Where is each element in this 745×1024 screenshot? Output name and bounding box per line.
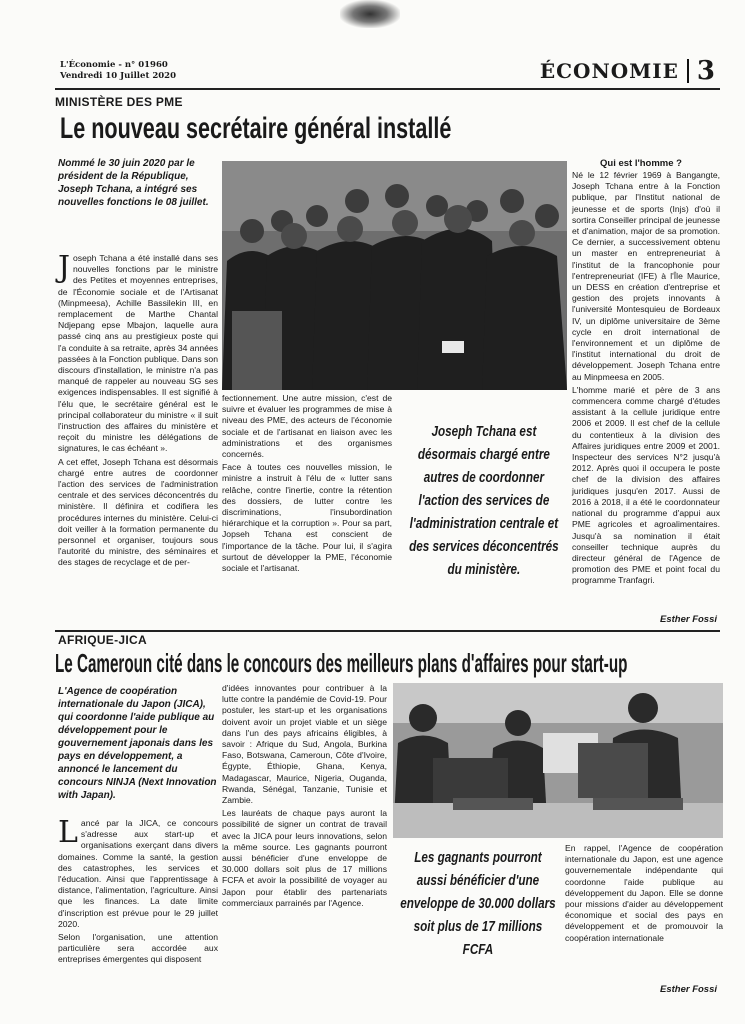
officials-photo-illustration [222,161,567,390]
article1-dropcap: J [58,250,71,285]
article2-column3 [565,843,723,946]
article1-headline: Le nouveau secrétaire général installé [60,112,452,145]
article1-lede: Nommé le 30 juin 2020 par le président de la République, Joseph Tchana, a intégré ses nouvelles fonctions le 08 juillet. [58,158,209,208]
article1-kicker: MINISTÈRE DES PME [55,95,183,109]
article2-col2-paragraph2: Les lauréats de chaque pays auront la possibilité de signer un contrat de travail avec la JICA pour leurs innovations, selon la même source. Les gagnants pourront aussi bénéficier d'une enveloppe de 30.000 dollars soit plus de 17 millions FCFA et avoir la possibilité de voyager au Japon pour établir des partenariats commerciaux parrainés par l'Agence. [222,808,387,908]
article1-column2 [222,393,392,576]
startup-workers-photo [393,683,723,838]
article1-byline: Esther Fossi [660,614,718,625]
article2-headline: Le Cameroun cité dans le concours des meilleurs plans d'affaires pour start-up [55,648,628,678]
article2-column2 [222,683,387,911]
article1-sidebar-paragraph2: L'homme marié et père de 3 ans commencera comme chargé d'études assistant à la cellule juridique entre 2006 et 2009. Il est chef de la cellule du contentieux à la division des Affaires juridiques entre 2009 et 2001. Inspecteur des services N°2 jusqu'à 2012. Après quoi il occupera le poste chef de la division des affaires juridiques jusqu'en 2017. Aussi de 2016 à 2018, il a été le coordonnateur national du programme d'appui aux PME agricoles et agroalimentaires. Jusqu'à sa nomination il était conseiller technique auprès du directeur général de l'Agence de promotion des PME et point focal du programme Tranfagri. [572,384,720,586]
article2-kicker: AFRIQUE-JICA [58,633,147,647]
page-number: 3 [696,56,715,86]
startup-photo-illustration [393,683,723,838]
article2-col1-paragraph2: Selon l'organisation, une attention particulière sera accordée aux entreprises émergentes qui disposent [58,932,218,965]
article-divider [55,630,720,632]
article2-byline: Esther Fossi [660,984,718,995]
header-rule [55,88,720,90]
masthead-section-block [540,56,715,86]
article1-column1 [58,250,218,571]
scan-ink-blot [340,0,400,28]
article2-lede: L'Agence de coopération internationale du Japon (JICA), qui coordonne l'aide publique au développement pour le gouvernement japonais dans les pays en développement, a annoncé le lancement du concours NINJA (Next Innovation with Japan). [58,686,217,801]
article2-col1-paragraph1: ancé par la JICA, ce concours s'adresse aux start-up et organisations exerçant dans divers domaines. Comme la santé, la gestion des catastrophes, les services et l'éducation. Ainsi que l'apprentissage à distance, l'alimentation, l'agriculture. Ainsi que les finances. La date limite d'inscription est prévue pour le 29 juillet 2020. [58,818,218,929]
officials-group-photo [222,161,567,390]
article1-sidebar-title: Qui est l'homme ? [600,158,682,169]
article2-col2-paragraph1: d'idées innovantes pour contribuer à la lutte contre la pandémie de Covid-19. Pour postuler, les start-up et les organisations doivent avoir un projet viable et un siège dans l'un des pays africains éligibles, à savoir : Afrique du Sud, Angola, Burkina Faso, Botswana, Cameroun, Côte d'Ivoire, Égypte, Éthiopie, Ghana, Kenya, Madagascar, Maurice, Nigeria, Ouganda, Rwanda, Sénégal, Tanzanie, Tunisie et Zambie. [222,683,387,806]
article1-col2-paragraph2: Face à toutes ces nouvelles mission, le ministre a instruit à l'élu de « lutter sans relâche, contre l'inertie, contre la rétention des dossiers, de lutter contre les discriminations, l'insubordination hiérarchique et la corruption ». Pour sa part, Jopseh Tchana est conscient de l'importance de la tâche. Pour lui, il s'agira surtout de développer la PME, l'économie sociale et l'artisanat. [222,462,392,574]
article1-sidebar-paragraph1: Né le 12 février 1969 à Bangangte, Joseph Tchana entre à la Fonction publique, par l'Institut national de jeunesse et de sports (Injs) d'où il sortira Conseiller principal de jeunesse et d'animation, major de sa promotion. Ce dernier, a successivement obtenu un master en entrepreneuriat à l'institut de la francophonie pour l'entrepreneuriat (IFE) à l'Île Maurice, un DESS en création d'entreprise et gestion des projets innovants à l'université Montesquieu de Bordeaux IV, un diplôme universitaire de 3ème cycle en droit international de l'environnement et un diplôme de l'institut international du droit de développement. Joseph Tchana entre au Minpmeesa en 2005. [572,170,720,382]
article2-pull-quote: Les gagnants pourront aussi bénéficier d'une enveloppe de 30.000 dollars soit plus de 17 millions FCFA [400,849,556,958]
article1-col1-paragraph2: A cet effet, Joseph Tchana est désormais chargé entre autres de coordonner l'action des services de l'administration centrale et des services déconcentrés du ministère. Il définira et codifiera les procédures internes du ministère. Celui-ci doit veiller à la formation permanente du personnel et organiser, toujours sous l'autorité du ministre, des séminaires et des stages de recyclage et de per- [58,456,218,568]
article2-dropcap: L [58,815,78,850]
article1-col1-paragraph1: oseph Tchana a été installé dans ses nouvelles fonctions par le ministre des Petites et moyennes entreprises, de l'Économie sociale et de l'Artisanat (Minpmeesa), Achille Bassilekin III, en remplacement de Marthe Chantal Ndjepang epse Mbajon, laquelle aura passé cinq ans au prestigieux poste qui l'a conduite à sa retraite, après 34 années passées à la Fonction publique. Dans son discours d'installation, le ministre n'a pas manqué de rappeler au nouveau SG ses exigences indispensables. Il est signifié à l'élu que, le secrétaire général est le principal collaborateur du ministre « il suit l'instruction des affaires du ministère et reçoit du ministre les délégations de signatures, le cas échéant ». [58,253,218,454]
article2-column1 [58,815,218,968]
masthead-issue-block [60,60,176,82]
article1-sidebar [572,170,720,589]
issue-number: L'Économie - n° 01960 [60,60,168,70]
section-name: ÉCONOMIE [539,59,679,83]
article2-col3-paragraph1: En rappel, l'Agence de coopération internationale du Japon, est une agence gouvernementale indépendante qui coordonne l'aide publique au développement du Japon. Elle se donne pour missions d'aider au développement économique et social des pays en développement et de promouvoir la coopération internationale [565,843,723,943]
article1-pull-quote: Joseph Tchana est désormais chargé entre autres de coordonner l'action des services de l'administration centrale et des services déconcentrés du ministère. [409,423,559,578]
section-divider [687,59,689,83]
article1-col2-paragraph1: fectionnement. Une autre mission, c'est de suivre et évaluer les programmes de mise à niveau des PME, des acteurs de l'économie sociale et de l'artisanat en liaison avec les administrations et des organismes concernés. [222,393,392,460]
issue-date: Vendredi 10 Juillet 2020 [60,71,176,81]
